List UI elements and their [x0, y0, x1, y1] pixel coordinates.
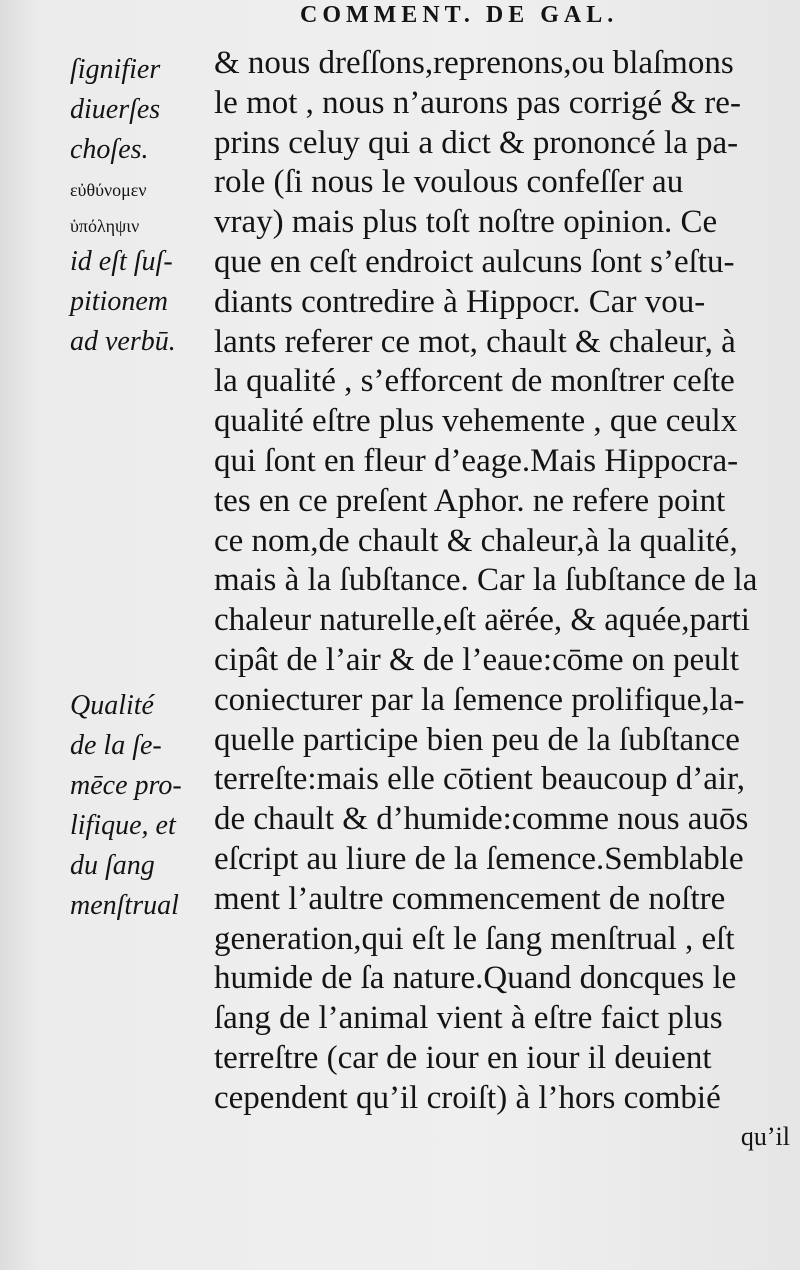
- text-line: & nous dreſſons,reprenons,ou blaſmons: [214, 45, 734, 81]
- text-line: coniecturer par la ſemence prolifique,la-: [214, 681, 745, 718]
- text-line: de chault & d’humide:comme nous auōs: [214, 801, 749, 838]
- text-line: terreſtre (car de iour en iour il deuient: [214, 1039, 712, 1076]
- margin-note-greek-line: εὐθύνομεν: [70, 180, 147, 200]
- text-line: prins celuy qui a dict & prononcé la pa-: [214, 124, 739, 161]
- margin-note-line: mēce pro-: [70, 770, 182, 801]
- margin-note-line: diuerſes: [70, 94, 161, 125]
- catchword: qu’il: [740, 1122, 790, 1151]
- text-line: ce nom,de chault & chaleur,à la qualité,: [214, 522, 738, 559]
- text-line: lants referer ce mot, chault & chaleur, à: [214, 323, 736, 360]
- text-line: le mot , nous n’aurons pas corrigé & re-: [214, 84, 741, 121]
- text-line: humide de ſa nature.Quand doncques le: [214, 960, 737, 997]
- text-line: quelle participe bien peu de la ſubſtance: [214, 721, 740, 758]
- margin-note-line: Qualité: [70, 690, 154, 721]
- margin-note-line: choſes.: [70, 134, 149, 165]
- text-line: cipât de l’air & de l’eaue:cōme on peult: [214, 641, 740, 678]
- margin-note-line: lifique, et: [70, 810, 176, 841]
- text-line: que en ceſt endroict aulcuns ſont s’eſtu-: [214, 243, 735, 280]
- margin-note-line: de la ſe-: [70, 730, 162, 761]
- margin-note-line: id eſt ſuſ-: [70, 246, 173, 277]
- text-line: cependent qu’il croiſt) à l’hors combié: [214, 1079, 721, 1116]
- text-line: tes en ce preſent Aphor. ne refere point: [214, 482, 726, 519]
- text-line: generation,qui eſt le ſang menſtrual , eſt: [214, 920, 735, 957]
- text-line: role (ſi nous le voulous confeſſer au: [214, 164, 684, 201]
- body-text: [214, 44, 794, 1119]
- margin-note-qualite: [70, 686, 182, 926]
- margin-note-line: du ſang: [70, 850, 155, 881]
- text-line: eſcript au liure de la ſemence.Semblable: [214, 840, 744, 877]
- text-line: terreſte:mais elle cōtient beaucoup d’air,: [214, 761, 746, 798]
- margin-note-line: ſignifier: [70, 54, 161, 85]
- text-line: la qualité , s’efforcent de monſtrer ceſte: [214, 363, 735, 400]
- margin-note-line: menſtrual: [70, 890, 179, 921]
- text-line: chaleur naturelle,eſt aërée, & aquée,parti: [214, 602, 750, 639]
- margin-note-signifier: [70, 50, 176, 362]
- margin-note-line: pitionem: [70, 286, 168, 317]
- text-line: mais à la ſubſtance. Car la ſubſtance de la: [214, 562, 758, 599]
- text-line: ſang de l’animal vient à eſtre faict plus: [214, 1000, 723, 1037]
- text-line: qui ſont en fleur d’eage.Mais Hippocra-: [214, 442, 739, 479]
- margin-note-line: ad verbū.: [70, 326, 176, 357]
- margin-note-greek-line: ὑπόληψιν: [70, 216, 140, 236]
- text-line: vray) mais plus toſt noſtre opinion. Ce: [214, 204, 718, 241]
- text-line: diants contredire à Hippocr. Car vou-: [214, 283, 706, 320]
- text-line: ment l’aultre commencement de noſtre: [214, 880, 726, 917]
- text-line: qualité eſtre plus vehemente , que ceulx: [214, 403, 738, 440]
- running-head: COMMENT. DE GAL.: [300, 2, 619, 28]
